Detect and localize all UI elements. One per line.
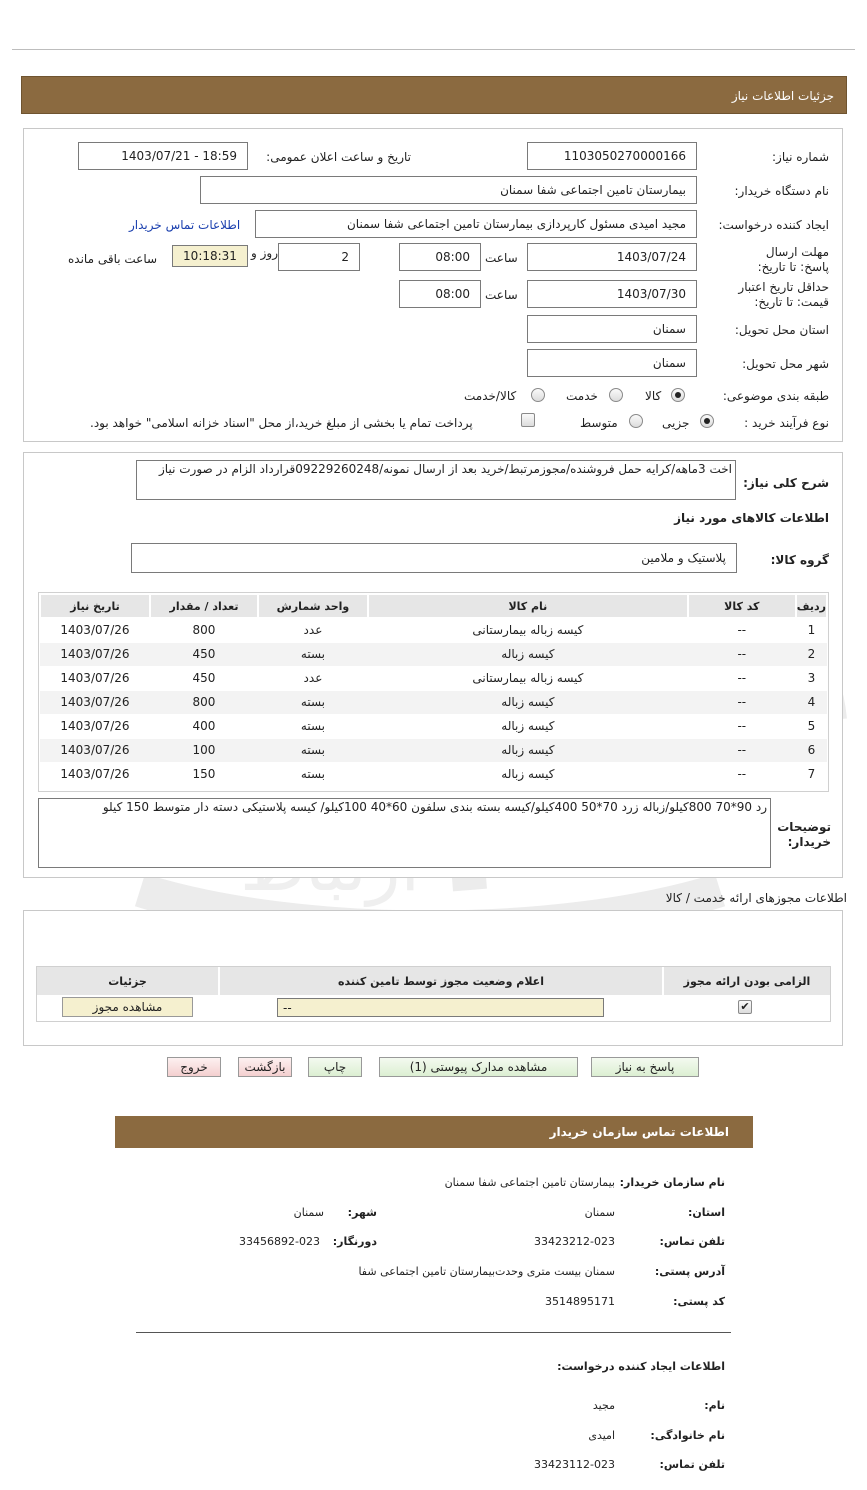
description-field xyxy=(136,460,736,500)
cell-code: -- xyxy=(688,762,796,786)
col-row: ردیف xyxy=(796,594,827,618)
cell-unit: بسته xyxy=(258,762,368,786)
province-label: استان محل تحویل: xyxy=(734,323,829,337)
cell-unit: بسته xyxy=(258,690,368,714)
cell-row: 2 xyxy=(796,642,827,666)
cell-row: 3 xyxy=(796,666,827,690)
items-table-wrapper xyxy=(38,592,829,792)
contact-phone: 33423212-023 xyxy=(534,1235,615,1248)
cell-unit: بسته xyxy=(258,714,368,738)
category-label: طبقه بندی موضوعی: xyxy=(722,389,829,403)
cell-qty: 100 xyxy=(150,738,258,762)
table-row xyxy=(40,714,827,738)
validity-time-label: ساعت xyxy=(485,288,518,302)
remaining-label: ساعت باقی مانده xyxy=(68,252,158,266)
cell-row: 5 xyxy=(796,714,827,738)
creator-section-title: اطلاعات ایجاد کننده درخواست: xyxy=(557,1360,725,1373)
top-divider xyxy=(12,49,855,50)
cell-date: 1403/07/26 xyxy=(40,618,150,642)
description-label: شرح کلی نیاز: xyxy=(743,476,829,490)
cell-unit: عدد xyxy=(258,618,368,642)
cell-qty: 150 xyxy=(150,762,258,786)
purchase-radio-partial[interactable] xyxy=(700,414,714,428)
deadline-date-field: 1403/07/24 xyxy=(527,243,697,271)
cell-row: 4 xyxy=(796,690,827,714)
exit-button[interactable]: خروج xyxy=(167,1057,221,1077)
permit-status-field: -- xyxy=(277,998,604,1017)
permits-col-required: الزامی بودن ارائه مجوز xyxy=(662,967,830,995)
cell-name: کیسه زباله xyxy=(368,642,688,666)
deadline-time-field: 08:00 xyxy=(399,243,481,271)
cell-date: 1403/07/26 xyxy=(40,642,150,666)
city-field: سمنان xyxy=(527,349,697,377)
city-label: شهر محل تحویل: xyxy=(742,357,829,371)
buyer-org-label: نام دستگاه خریدار: xyxy=(734,184,829,198)
creator-family: امیدی xyxy=(588,1429,615,1442)
contact-fax: 33456892-023 xyxy=(239,1235,320,1248)
contact-province: سمنان xyxy=(584,1206,615,1219)
cell-name: کیسه زباله بیمارستانی xyxy=(368,618,688,642)
payment-note: پرداخت تمام یا بخشی از مبلغ خرید،از محل "اسناد خزانه اسلامی" خواهد بود. xyxy=(90,416,473,430)
cell-code: -- xyxy=(688,690,796,714)
days-label: روز و xyxy=(251,246,278,260)
validity-date-field: 1403/07/30 xyxy=(527,280,697,308)
contact-divider xyxy=(136,1332,731,1333)
purchase-option-partial: جزیی xyxy=(662,416,690,430)
need-number-field: 1103050270000166 xyxy=(527,142,697,170)
validity-time-field: 08:00 xyxy=(399,280,481,308)
announce-label: تاریخ و ساعت اعلان عمومی: xyxy=(266,150,411,164)
buyer-contact-link[interactable]: اطلاعات تماس خریدار xyxy=(129,218,241,232)
purchase-radio-medium[interactable] xyxy=(629,414,643,428)
cell-qty: 800 xyxy=(150,690,258,714)
cell-qty: 800 xyxy=(150,618,258,642)
category-radio-goods[interactable] xyxy=(671,388,685,402)
cell-code: -- xyxy=(688,666,796,690)
cell-date: 1403/07/26 xyxy=(40,762,150,786)
permits-col-details: جزئیات xyxy=(108,974,147,988)
cell-name: کیسه زباله xyxy=(368,762,688,786)
page-title: جزئیات اطلاعات نیاز xyxy=(21,76,847,114)
purchase-option-medium: متوسط xyxy=(580,416,618,430)
creator-family-label: نام خانوادگی: xyxy=(650,1429,725,1442)
purchase-type-label: نوع فرآیند خرید : xyxy=(744,416,829,430)
cell-name: کیسه زباله xyxy=(368,738,688,762)
goods-section-title: اطلاعات کالاهای مورد نیاز xyxy=(674,511,829,525)
cell-name: کیسه زباله xyxy=(368,714,688,738)
deadline-time-label: ساعت xyxy=(485,251,518,265)
items-table xyxy=(39,593,828,787)
description-text: اخت 3ماهه/کرایه حمل فروشنده/مجوزمرتبط/خرید بعد از ارسال نمونه/09229260248قرارداد الزام در صورت نیاز xyxy=(159,462,732,476)
view-permit-button[interactable]: مشاهده مجوز xyxy=(62,997,193,1017)
category-option-goods: کالا xyxy=(645,389,662,403)
cell-date: 1403/07/26 xyxy=(40,666,150,690)
back-button[interactable]: بازگشت xyxy=(238,1057,292,1077)
print-button[interactable]: چاپ xyxy=(308,1057,362,1077)
col-date: تاریخ نیاز xyxy=(40,594,150,618)
remaining-time-field: 10:18:31 xyxy=(172,245,248,267)
cell-qty: 450 xyxy=(150,642,258,666)
creator-phone: 33423112-023 xyxy=(534,1458,615,1471)
cell-unit: بسته xyxy=(258,642,368,666)
creator-name: مجید xyxy=(592,1399,615,1412)
contact-fax-label: دورنگار: xyxy=(332,1235,377,1248)
category-radio-service[interactable] xyxy=(609,388,623,402)
cell-date: 1403/07/26 xyxy=(40,714,150,738)
col-unit: واحد شمارش xyxy=(258,594,368,618)
buyer-org-field: بیمارستان تامین اجتماعی شفا سمنان xyxy=(200,176,697,204)
contact-address: سمنان بیست متری وحدت‌بیمارستان تامین اجتماعی شفا xyxy=(358,1265,615,1278)
cell-name: کیسه زباله بیمارستانی xyxy=(368,666,688,690)
contact-org: بیمارستان تامین اجتماعی شفا سمنان xyxy=(444,1176,615,1189)
contact-city: سمنان xyxy=(293,1206,324,1219)
permits-section-title: اطلاعات مجوزهای ارائه خدمت / کالا xyxy=(665,891,847,905)
contact-postal-label: کد پستی: xyxy=(673,1295,725,1308)
col-code: کد کالا xyxy=(688,594,796,618)
province-field: سمنان xyxy=(527,315,697,343)
reply-button[interactable]: پاسخ به نیاز xyxy=(591,1057,699,1077)
contact-postal: 3514895171 xyxy=(545,1295,615,1308)
cell-date: 1403/07/26 xyxy=(40,738,150,762)
table-row xyxy=(40,666,827,690)
cell-name: کیسه زباله xyxy=(368,690,688,714)
cell-qty: 450 xyxy=(150,666,258,690)
requester-field: مجید امیدی مسئول کارپردازی بیمارستان تامین اجتماعی شفا سمنان xyxy=(255,210,697,238)
creator-phone-label: تلفن تماس: xyxy=(659,1458,725,1471)
cell-row: 7 xyxy=(796,762,827,786)
table-row xyxy=(40,738,827,762)
items-header-row xyxy=(40,594,827,618)
permits-col-status: اعلام وضعیت مجوز توسط تامین کننده xyxy=(218,967,662,995)
table-row xyxy=(40,642,827,666)
cell-unit: بسته xyxy=(258,738,368,762)
table-row xyxy=(40,618,827,642)
contact-address-label: آدرس پستی: xyxy=(654,1265,725,1278)
contact-section-title: اطلاعات تماس سازمان خریدار xyxy=(115,1116,753,1148)
announce-field: 1403/07/21 - 18:59 xyxy=(78,142,248,170)
contact-province-label: استان: xyxy=(688,1206,725,1219)
permits-header-row xyxy=(37,967,830,995)
creator-name-label: نام: xyxy=(704,1399,725,1412)
contact-phone-label: تلفن تماس: xyxy=(659,1235,725,1248)
goods-group-field: پلاستیک و ملامین xyxy=(131,543,737,573)
col-qty: تعداد / مقدار xyxy=(150,594,258,618)
col-name: نام کالا xyxy=(368,594,688,618)
goods-group-label: گروه کالا: xyxy=(770,553,829,567)
cell-date: 1403/07/26 xyxy=(40,690,150,714)
cell-code: -- xyxy=(688,738,796,762)
buyer-notes-label: توضیحات خریدار: xyxy=(777,820,831,849)
permit-required-checkbox: ✔ xyxy=(738,1000,752,1014)
attachments-button[interactable]: مشاهده مدارک پیوستی (1) xyxy=(379,1057,578,1077)
table-row xyxy=(40,690,827,714)
cell-code: -- xyxy=(688,618,796,642)
cell-code: -- xyxy=(688,714,796,738)
buyer-notes-field xyxy=(38,798,771,868)
table-row xyxy=(40,762,827,786)
payment-checkbox[interactable] xyxy=(521,413,535,427)
cell-qty: 400 xyxy=(150,714,258,738)
buyer-notes-text: رد 90*70 800کیلو/زباله زرد 70*50 400کیلو/کیسه بسته بندی سلفون 60*40 100کیلو/ کیسه پلاستیکی دسته دار متوسط 150 کیلو xyxy=(102,800,767,814)
category-radio-both[interactable] xyxy=(531,388,545,402)
validity-label: حداقل تاریخ اعتبار قیمت: تا تاریخ: xyxy=(738,280,829,309)
cell-row: 1 xyxy=(796,618,827,642)
cell-unit: عدد xyxy=(258,666,368,690)
contact-org-label: نام سازمان خریدار: xyxy=(619,1176,725,1189)
contact-city-label: شهر: xyxy=(347,1206,377,1219)
category-option-both: کالا/خدمت xyxy=(464,389,517,403)
remaining-days-field: 2 xyxy=(278,243,360,271)
cell-code: -- xyxy=(688,642,796,666)
cell-row: 6 xyxy=(796,738,827,762)
need-number-label: شماره نیاز: xyxy=(772,150,829,164)
category-option-service: خدمت xyxy=(566,389,598,403)
requester-label: ایجاد کننده درخواست: xyxy=(718,218,829,232)
deadline-label: مهلت ارسال پاسخ: تا تاریخ: xyxy=(757,245,829,274)
